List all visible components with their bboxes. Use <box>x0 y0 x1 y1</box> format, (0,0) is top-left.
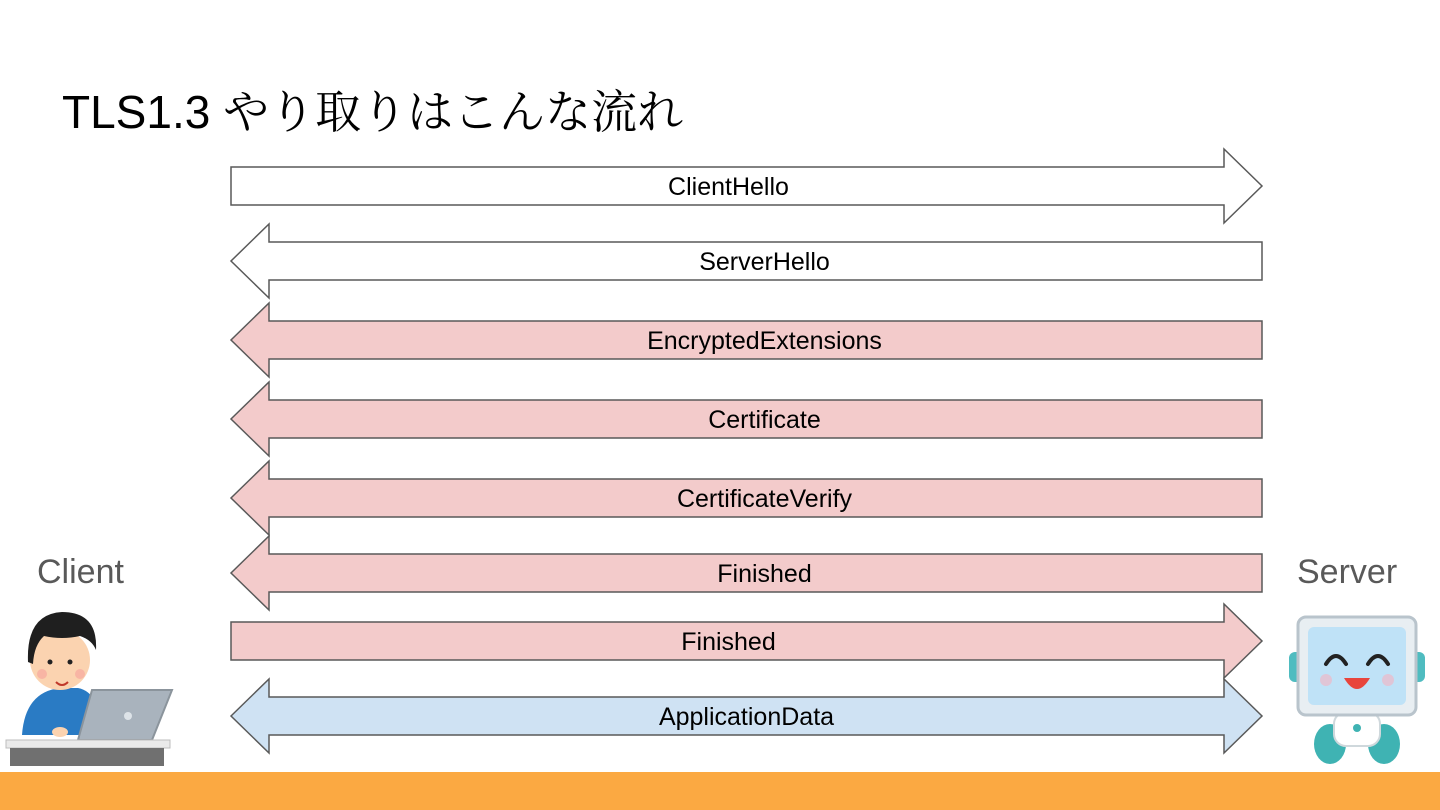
message-label-4: Certificate <box>708 406 821 434</box>
message-label-1: ClientHello <box>668 173 789 201</box>
message-label-8: ApplicationData <box>658 703 835 731</box>
message-label-6: Finished <box>717 560 812 588</box>
message-label-3: EncryptedExtensions <box>647 327 882 355</box>
client-label: Client <box>37 553 124 591</box>
accent-bar <box>0 772 1440 810</box>
message-label-2: ServerHello <box>699 248 830 276</box>
message-label-5: CertificateVerify <box>676 485 853 513</box>
slide-title: TLS1.3 やり取りはこんな流れ <box>62 86 684 138</box>
server-label: Server <box>1297 553 1398 591</box>
message-label-7: Finished <box>681 628 776 656</box>
